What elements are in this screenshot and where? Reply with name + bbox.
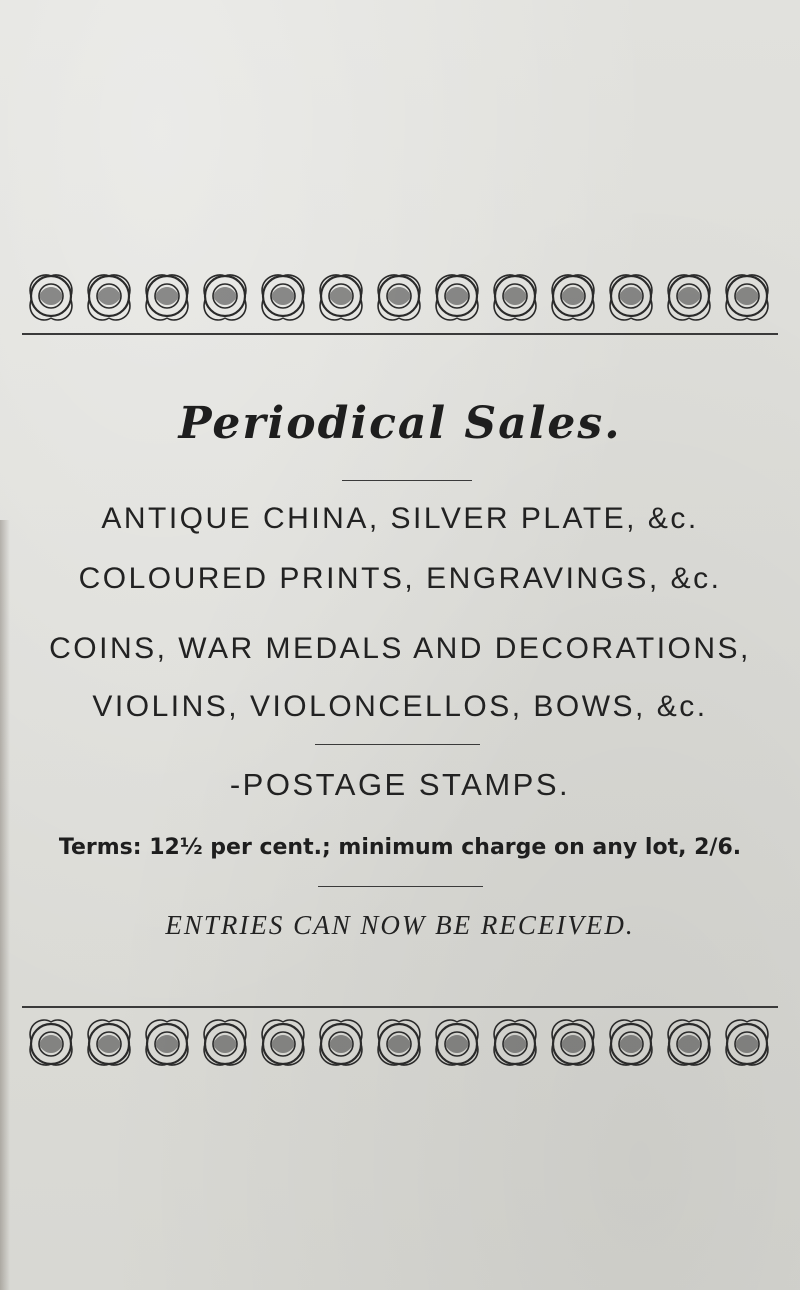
title-divider	[342, 480, 472, 481]
entries-notice: ENTRIES CAN NOW BE RECEIVED.	[165, 910, 635, 940]
categories-divider	[315, 744, 480, 745]
page-title: Periodical Sales.	[178, 398, 622, 449]
top-border-rule	[22, 333, 778, 335]
category-line-3: COINS, WAR MEDALS AND DECORATIONS,	[49, 632, 751, 665]
terms-divider	[318, 886, 483, 887]
bottom-ornamental-border-icon	[22, 1012, 778, 1070]
category-line-2: COLOURED PRINTS, ENGRAVINGS, &c.	[78, 562, 722, 595]
terms-line: Terms: 12½ per cent.; minimum charge on any lot, 2/6.	[58, 835, 742, 860]
bottom-border-rule	[22, 1006, 778, 1008]
top-ornamental-border-icon	[22, 270, 778, 328]
postage-stamps-heading: -POSTAGE STAMPS.	[229, 767, 571, 802]
category-line-1: ANTIQUE CHINA, SILVER PLATE, &c.	[101, 502, 699, 535]
category-line-4: VIOLINS, VIOLONCELLOS, BOWS, &c.	[92, 690, 708, 723]
